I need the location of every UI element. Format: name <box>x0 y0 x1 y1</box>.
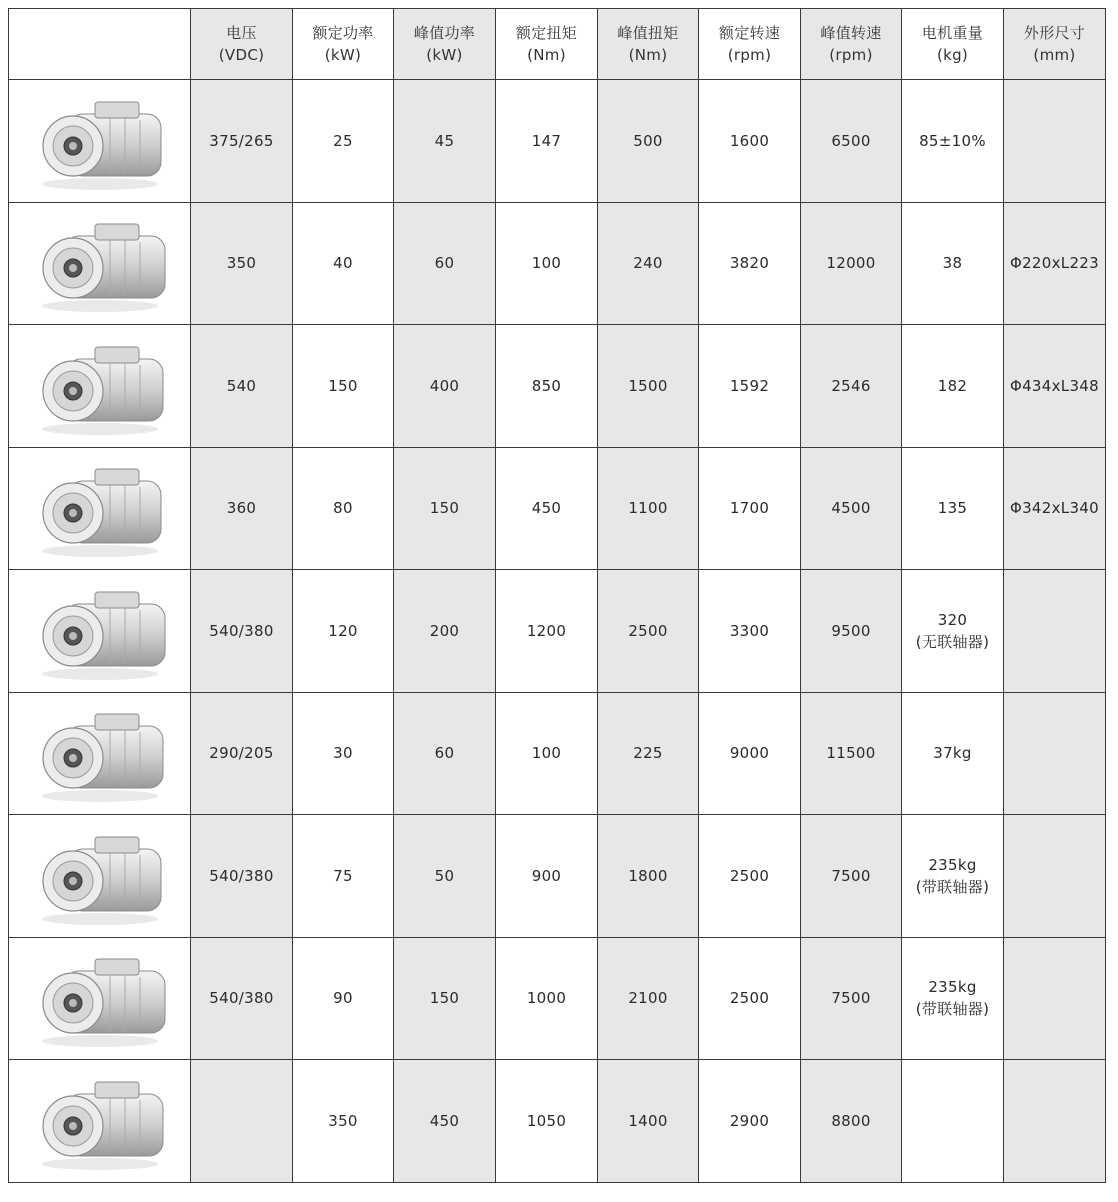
cell-rated-torque: 1050 <box>496 1060 598 1183</box>
cell-rated-torque: 900 <box>496 815 598 938</box>
motor-image-cell <box>9 325 191 448</box>
header-row <box>9 9 1106 80</box>
motor-image <box>25 86 175 196</box>
cell-peak-speed: 7500 <box>801 937 902 1060</box>
cell-rated-speed: 2500 <box>699 815 801 938</box>
cell-peak-speed: 7500 <box>801 815 902 938</box>
table-row <box>9 1060 1106 1183</box>
cell-rated-speed: 9000 <box>699 692 801 815</box>
header-image-cell <box>9 9 191 80</box>
cell-rated-speed: 3300 <box>699 570 801 693</box>
cell-rated-torque: 450 <box>496 447 598 570</box>
cell-dimensions <box>1004 570 1106 693</box>
cell-dimensions <box>1004 1060 1106 1183</box>
cell-peak-torque: 1100 <box>598 447 699 570</box>
motor-image-cell <box>9 202 191 325</box>
cell-rated-torque: 100 <box>496 202 598 325</box>
header-rated-power: 额定功率 (kW) <box>293 9 394 80</box>
cell-rated-torque: 1200 <box>496 570 598 693</box>
weight-value: 38 <box>942 254 963 273</box>
cell-voltage: 540/380 <box>191 815 293 938</box>
table-row <box>9 937 1106 1060</box>
cell-peak-torque: 1500 <box>598 325 699 448</box>
cell-rated-torque: 1000 <box>496 937 598 1060</box>
cell-rated-power: 350 <box>293 1060 394 1183</box>
cell-peak-speed: 8800 <box>801 1060 902 1183</box>
cell-rated-speed: 1700 <box>699 447 801 570</box>
cell-peak-power: 60 <box>394 202 496 325</box>
weight-value: 37kg <box>933 744 972 763</box>
cell-rated-power: 75 <box>293 815 394 938</box>
header-voltage: 电压 (VDC) <box>191 9 293 80</box>
motor-image <box>25 821 175 931</box>
cell-dimensions: Φ220xL223 <box>1004 202 1106 325</box>
motor-image <box>25 331 175 441</box>
cell-voltage: 360 <box>191 447 293 570</box>
header-rated-speed: 额定转速 (rpm) <box>699 9 801 80</box>
cell-dimensions: Φ434xL348 <box>1004 325 1106 448</box>
cell-rated-power: 80 <box>293 447 394 570</box>
header-peak-torque: 峰值扭矩 (Nm) <box>598 9 699 80</box>
header-peak-power: 峰值功率 (kW) <box>394 9 496 80</box>
weight-value: 135 <box>937 499 968 518</box>
cell-peak-power: 45 <box>394 80 496 203</box>
cell-peak-torque: 240 <box>598 202 699 325</box>
cell-peak-power: 400 <box>394 325 496 448</box>
cell-rated-speed: 3820 <box>699 202 801 325</box>
weight-value: 182 <box>937 376 968 395</box>
motor-image-cell <box>9 937 191 1060</box>
cell-rated-power: 25 <box>293 80 394 203</box>
motor-image <box>25 1066 175 1176</box>
cell-peak-speed: 6500 <box>801 80 902 203</box>
weight-note: (带联轴器) <box>915 1000 990 1019</box>
cell-rated-speed: 2900 <box>699 1060 801 1183</box>
motor-spec-table <box>8 8 1106 1183</box>
cell-voltage <box>191 1060 293 1183</box>
header-dimensions: 外形尺寸 (mm) <box>1004 9 1106 80</box>
cell-peak-power: 50 <box>394 815 496 938</box>
cell-rated-speed: 1592 <box>699 325 801 448</box>
table-row <box>9 570 1106 693</box>
weight-value: 235kg <box>928 855 977 874</box>
header-rated-torque: 额定扭矩 (Nm) <box>496 9 598 80</box>
cell-peak-torque: 500 <box>598 80 699 203</box>
cell-voltage: 540 <box>191 325 293 448</box>
cell-peak-power: 200 <box>394 570 496 693</box>
weight-note: (带联轴器) <box>915 877 990 896</box>
cell-dimensions <box>1004 692 1106 815</box>
weight-note: (无联轴器) <box>915 632 990 651</box>
cell-rated-torque: 147 <box>496 80 598 203</box>
motor-image-cell <box>9 570 191 693</box>
cell-peak-torque: 2500 <box>598 570 699 693</box>
motor-image <box>25 943 175 1053</box>
cell-voltage: 375/265 <box>191 80 293 203</box>
cell-dimensions <box>1004 937 1106 1060</box>
cell-rated-power: 40 <box>293 202 394 325</box>
cell-peak-power: 150 <box>394 937 496 1060</box>
motor-image <box>25 698 175 808</box>
cell-rated-power: 150 <box>293 325 394 448</box>
cell-peak-power: 60 <box>394 692 496 815</box>
header-peak-speed: 峰值转速 (rpm) <box>801 9 902 80</box>
cell-voltage: 290/205 <box>191 692 293 815</box>
cell-peak-torque: 1800 <box>598 815 699 938</box>
cell-weight <box>902 447 1004 570</box>
motor-image <box>25 453 175 563</box>
cell-peak-speed: 12000 <box>801 202 902 325</box>
cell-rated-power: 30 <box>293 692 394 815</box>
cell-peak-torque: 1400 <box>598 1060 699 1183</box>
motor-image-cell <box>9 80 191 203</box>
cell-rated-power: 90 <box>293 937 394 1060</box>
motor-image-cell <box>9 1060 191 1183</box>
cell-voltage: 540/380 <box>191 937 293 1060</box>
cell-dimensions <box>1004 80 1106 203</box>
cell-voltage: 540/380 <box>191 570 293 693</box>
cell-dimensions <box>1004 815 1106 938</box>
cell-weight <box>902 815 1004 938</box>
cell-rated-power: 120 <box>293 570 394 693</box>
cell-peak-speed: 9500 <box>801 570 902 693</box>
cell-peak-power: 150 <box>394 447 496 570</box>
weight-value: 320 <box>937 610 968 629</box>
motor-image <box>25 576 175 686</box>
table-row <box>9 815 1106 938</box>
cell-rated-torque: 100 <box>496 692 598 815</box>
motor-image-cell <box>9 447 191 570</box>
table-row <box>9 447 1106 570</box>
cell-voltage: 350 <box>191 202 293 325</box>
motor-image <box>25 208 175 318</box>
motor-image-cell <box>9 692 191 815</box>
spec-table-container <box>8 8 1106 1183</box>
cell-rated-speed: 2500 <box>699 937 801 1060</box>
cell-weight <box>902 1060 1004 1183</box>
cell-weight <box>902 202 1004 325</box>
cell-weight <box>902 937 1004 1060</box>
cell-rated-torque: 850 <box>496 325 598 448</box>
header-weight: 电机重量 (kg) <box>902 9 1004 80</box>
weight-value: 235kg <box>928 978 977 997</box>
cell-peak-torque: 2100 <box>598 937 699 1060</box>
weight-value: 85±10% <box>919 131 986 150</box>
cell-peak-speed: 2546 <box>801 325 902 448</box>
table-row <box>9 325 1106 448</box>
cell-rated-speed: 1600 <box>699 80 801 203</box>
motor-image-cell <box>9 815 191 938</box>
cell-weight <box>902 80 1004 203</box>
cell-dimensions: Φ342xL340 <box>1004 447 1106 570</box>
cell-peak-power: 450 <box>394 1060 496 1183</box>
table-row <box>9 80 1106 203</box>
cell-weight <box>902 325 1004 448</box>
cell-weight <box>902 570 1004 693</box>
cell-peak-speed: 11500 <box>801 692 902 815</box>
cell-peak-speed: 4500 <box>801 447 902 570</box>
table-row <box>9 202 1106 325</box>
cell-peak-torque: 225 <box>598 692 699 815</box>
table-row <box>9 692 1106 815</box>
cell-weight <box>902 692 1004 815</box>
